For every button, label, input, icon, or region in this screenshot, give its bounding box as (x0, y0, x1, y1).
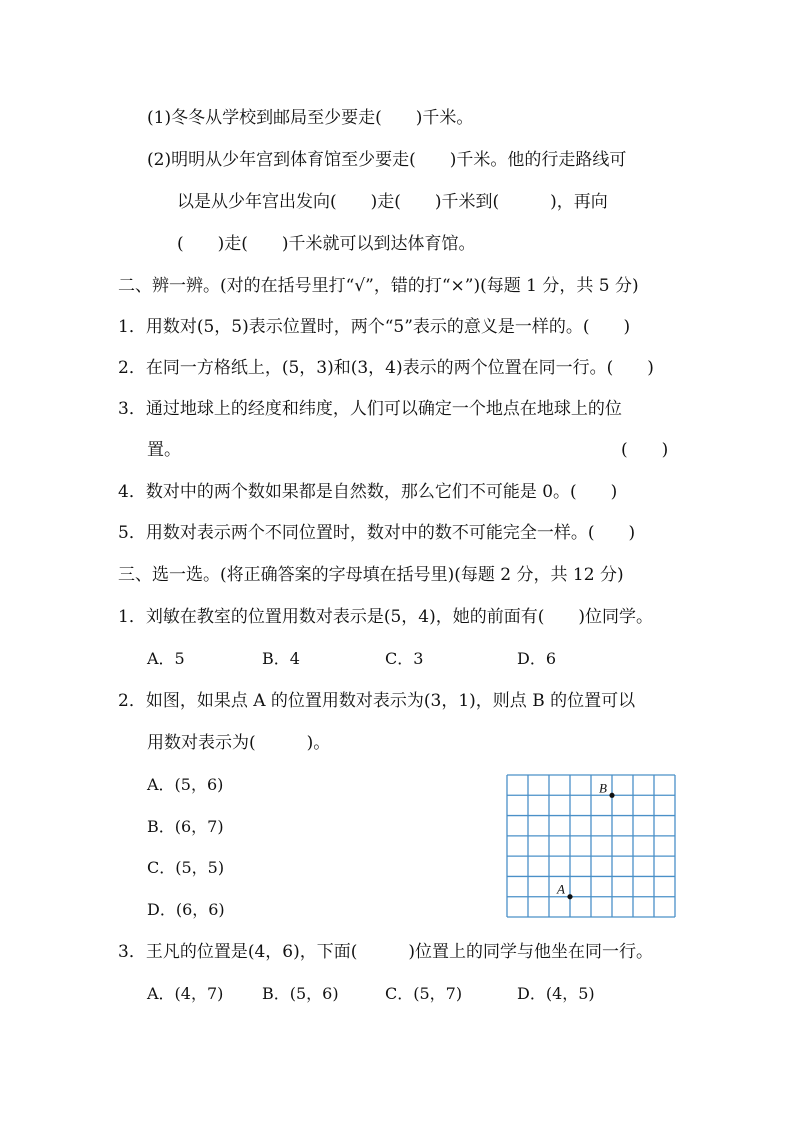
option-a: A．5 (147, 649, 185, 668)
option-b: B．(5，6) (262, 984, 339, 1003)
point-a-dot (567, 894, 572, 899)
question-text: 以是从少年宫出发向( )走( )千米到( )，再向 (177, 192, 608, 212)
option-d: D．6 (517, 649, 557, 668)
answer-bracket: ( ) (621, 440, 669, 460)
point-a-label: A (557, 881, 565, 897)
question-text: ( )走( )千米就可以到达体育馆。 (177, 234, 476, 254)
judgement-item: 4．数对中的两个数如果都是自然数，那么它们不可能是 0。( ) (118, 482, 618, 502)
choice-question: 3．王凡的位置是(4，6)，下面( )位置上的同学与他坐在同一行。 (118, 942, 653, 962)
question-text: (1)冬冬从学校到邮局至少要走( )千米。 (147, 108, 474, 128)
judgement-item: 2．在同一方格纸上，(5，3)和(3，4)表示的两个位置在同一行。( ) (118, 358, 654, 378)
option-a: A．(4，7) (147, 984, 224, 1003)
choice-question: 1．刘敏在教室的位置用数对表示是(5，4)，她的前面有( )位同学。 (118, 607, 653, 627)
option-c: C．(5，7) (385, 984, 463, 1003)
option-b: B．4 (262, 649, 300, 668)
coordinate-grid (506, 774, 676, 918)
option-b: B．(6，7) (147, 817, 224, 836)
question-text: (2)明明从少年宫到体育馆至少要走( )千米。他的行走路线可 (147, 150, 627, 170)
option-d: D．(6，6) (147, 900, 225, 919)
point-b-label: B (599, 780, 607, 796)
judgement-item: 1．用数对(5，5)表示位置时，两个“5”表示的意义是一样的。( ) (118, 317, 631, 337)
section-heading: 二、辨一辨。(对的在括号里打“√”，错的打“×”)(每题 1 分，共 5 分) (118, 276, 639, 296)
choice-question-continued: 用数对表示为( )。 (147, 733, 331, 753)
option-d: D．(4，5) (517, 984, 595, 1003)
point-b-dot (609, 793, 614, 798)
section-heading: 三、选一选。(将正确答案的字母填在括号里)(每题 2 分，共 12 分) (118, 565, 624, 585)
option-c: C．3 (385, 649, 424, 668)
judgement-item: 5．用数对表示两个不同位置时，数对中的数不可能完全一样。( ) (118, 523, 636, 543)
option-a: A．(5，6) (147, 775, 224, 794)
option-c: C．(5，5) (147, 858, 225, 877)
judgement-item: 3．通过地球上的经度和纬度，人们可以确定一个地点在地球上的位 (118, 399, 622, 419)
choice-question: 2．如图，如果点 A 的位置用数对表示为(3，1)，则点 B 的位置可以 (118, 691, 636, 711)
judgement-item-continued: 置。 (147, 440, 181, 460)
